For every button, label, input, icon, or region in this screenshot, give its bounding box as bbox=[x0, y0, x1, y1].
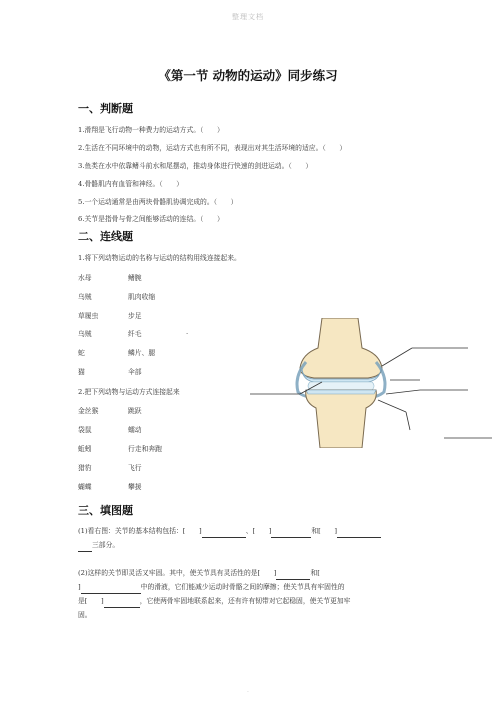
match-right-item: 行走和奔跑 bbox=[128, 445, 162, 453]
question-text: 和[ bbox=[310, 569, 320, 577]
match-right-item: 肌肉收缩 bbox=[128, 293, 156, 301]
matching-instruction: 2.把下列动物与运动方式连接起来 bbox=[78, 388, 180, 396]
stray-dot: . bbox=[186, 328, 189, 336]
question-line: 4.骨骼肌内有血管和神经。（ ） bbox=[78, 180, 184, 188]
question-text: (1)看右图：关节的基本结构包括：[ ] bbox=[78, 527, 202, 535]
match-right-item: 鳍腕 bbox=[128, 274, 142, 282]
question-line: 1.滑翔是飞行动物一种费力的运动方式。（ ） bbox=[78, 126, 224, 134]
knee-joint-diagram bbox=[240, 318, 496, 448]
match-left-item: 乌贼 bbox=[78, 293, 92, 301]
question-line: 6.关节是指骨与骨之间能够活动的连结。（ ） bbox=[78, 215, 224, 223]
match-right-item: 蠕动 bbox=[128, 426, 142, 434]
question-paragraph bbox=[78, 524, 418, 552]
question-paragraph bbox=[78, 566, 423, 622]
question-text: 固。 bbox=[78, 611, 92, 619]
match-left-item: 蝴蝶 bbox=[78, 483, 92, 491]
section-heading-matching: 二、连线题 bbox=[78, 230, 133, 243]
answer-blank[interactable] bbox=[276, 572, 310, 580]
match-right-item: 步足 bbox=[128, 312, 142, 320]
match-right-item: 伞部 bbox=[128, 368, 142, 376]
answer-blank[interactable] bbox=[271, 530, 311, 538]
match-left-item: 金丝猴 bbox=[78, 407, 99, 415]
articular-cartilage bbox=[306, 390, 376, 394]
tibia-bone bbox=[306, 390, 377, 448]
joint-cavity bbox=[308, 382, 374, 390]
question-line: 3.鱼类在水中依靠鳍斗前水和尾摆动，推动身体进行快速的剑进运动。（ ） bbox=[78, 162, 313, 170]
question-text: 是[ ] bbox=[78, 597, 104, 605]
question-text: 中的滑液，它们能减少运动时骨骼之间的摩擦；使关节具有牢固性的 bbox=[140, 583, 345, 591]
match-left-item: 猎豹 bbox=[78, 464, 92, 472]
match-left-item: 乌贼 bbox=[78, 330, 92, 338]
label-line bbox=[406, 412, 410, 430]
answer-blank[interactable] bbox=[81, 586, 141, 594]
label-line bbox=[386, 390, 420, 394]
match-right-item: 跳跃 bbox=[128, 407, 142, 415]
femur-bone bbox=[300, 318, 382, 378]
question-text: 、[ ] bbox=[245, 527, 272, 535]
section-heading-judgement: 一、判断题 bbox=[78, 102, 133, 115]
question-line: 5.一个运动通常是由两块骨骼肌协调完成的。（ ） bbox=[78, 198, 238, 206]
question-text: 和[ ] bbox=[311, 527, 338, 535]
match-left-item: 蚯蚓 bbox=[78, 445, 92, 453]
label-line bbox=[378, 400, 406, 412]
answer-blank[interactable] bbox=[104, 600, 140, 608]
answer-blank[interactable] bbox=[78, 544, 92, 552]
watermark: 整理文档 bbox=[232, 13, 264, 21]
question-line: 2.生活在不同环境中的动物，运动方式也有所不同，表现出对其生活环境的适应。（ ） bbox=[78, 144, 347, 152]
question-text: (2)这样的关节即灵活又牢固。其中，使关节具有灵活性的是[ ] bbox=[78, 569, 277, 577]
question-text: ，它使两骨牢固地联系起来，还有许有韧带对它起稳固，使关节更加牢 bbox=[139, 597, 351, 605]
match-left-item: 袋鼠 bbox=[78, 426, 92, 434]
match-left-item: 猫 bbox=[78, 368, 85, 376]
matching-instruction: 1.将下列动物运动的名称与运动的结构用线连接起来。 bbox=[78, 254, 241, 262]
label-line bbox=[382, 348, 412, 366]
page-footer: . bbox=[247, 687, 249, 694]
question-text: 三部分。 bbox=[92, 541, 120, 549]
answer-blank[interactable] bbox=[202, 530, 246, 538]
match-right-item: 攀援 bbox=[128, 483, 142, 491]
match-left-item: 蛇 bbox=[78, 349, 85, 357]
match-right-item: 纤毛 bbox=[128, 330, 142, 338]
question-text: ] bbox=[78, 583, 81, 591]
match-left-item: 水母 bbox=[78, 274, 92, 282]
answer-blank[interactable] bbox=[337, 530, 381, 538]
match-right-item: 鳞片、腿 bbox=[128, 349, 156, 357]
match-left-item: 草履虫 bbox=[78, 312, 99, 320]
match-right-item: 飞行 bbox=[128, 464, 142, 472]
page-title: 《第一节 动物的运动》同步练习 bbox=[158, 68, 338, 83]
section-heading-diagram: 三、填图题 bbox=[78, 504, 133, 517]
